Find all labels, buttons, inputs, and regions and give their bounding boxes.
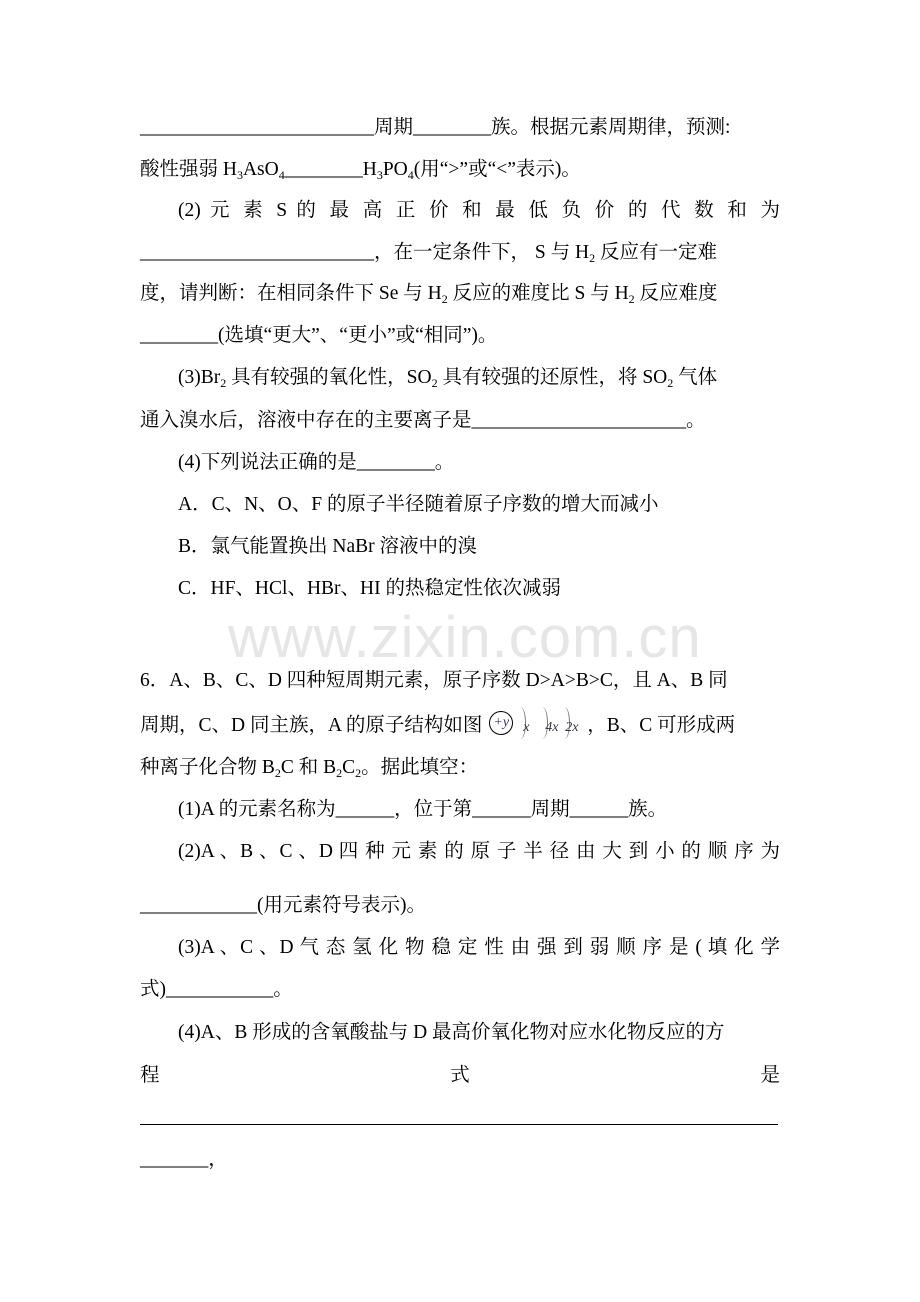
text-segment: (用“>”或“<”表示)。	[413, 159, 581, 180]
text-line	[140, 408, 780, 434]
text-segment: 具有较强的氧化性，SO	[226, 367, 432, 388]
text-segment: 式)___________。	[140, 979, 293, 1000]
text-line	[178, 797, 780, 823]
subscript: 4	[278, 168, 285, 182]
subscript: 2	[441, 292, 448, 306]
text-segment: 反应有一定难	[595, 242, 717, 263]
text-line	[140, 1147, 780, 1173]
text-segment: 程 式 是	[140, 1065, 780, 1086]
text-segment: PO	[382, 159, 408, 180]
text-segment: ____________(用元素符号表示)。	[140, 895, 426, 916]
text-segment: A．C、N、O、F 的原子半径随着原子序数的增大而减小	[178, 494, 659, 515]
text-line	[140, 668, 780, 694]
nucleus: +y	[489, 711, 513, 735]
text-segment: (3)Br	[178, 367, 221, 388]
text-segment: ________H	[284, 159, 377, 180]
text-segment: _______，	[140, 1149, 228, 1170]
text-segment: 具有较强的还原性，将 SO	[437, 367, 668, 388]
subscript: 2	[589, 251, 596, 265]
subscript: 2	[274, 766, 281, 780]
text-line	[178, 839, 780, 865]
text-segment: C	[342, 757, 356, 778]
subscript: 2	[220, 376, 227, 390]
text-line	[140, 281, 780, 307]
text-segment: ________________________，在一定条件下， S 与 H	[140, 242, 590, 263]
text-segment: (4)下列说法正确的是________。	[178, 452, 455, 473]
text-line	[140, 323, 780, 349]
text-segment: 周期，C、D 同主族，A 的原子结构如图	[140, 715, 488, 736]
text-segment: 通入溴水后，溶液中存在的主要离子是______________________。	[140, 410, 706, 431]
text-segment: C．HF、HCl、HBr、HI 的热稳定性依次减弱	[178, 578, 561, 599]
text-line	[178, 935, 780, 961]
text-line	[178, 198, 780, 224]
atom-structure-diagram	[487, 711, 587, 737]
subscript: 2	[355, 766, 362, 780]
text-line	[140, 1063, 780, 1089]
text-line	[178, 1020, 780, 1046]
subscript: 3	[236, 168, 243, 182]
text-line	[140, 115, 780, 141]
text-segment: (3)A 、C 、D 气 态 氢 化 物 稳 定 性 由 强 到 弱 顺 序 是 ( 填 化 学	[178, 937, 780, 958]
subscript: 2	[667, 376, 674, 390]
text-line	[178, 534, 780, 560]
text-segment: (4)A、B 形成的含氧酸盐与 D 最高价氧化物对应水化物反应的方	[178, 1022, 725, 1043]
text-line	[178, 450, 780, 476]
subscript: 3	[376, 168, 383, 182]
text-line	[178, 492, 780, 518]
text-segment: B．氯气能置换出 NaBr 溶液中的溴	[178, 536, 477, 557]
text-line	[140, 977, 780, 1003]
subscript: 2	[431, 376, 438, 390]
text-segment: (1)A 的元素名称为______，位于第______周期______族。	[178, 799, 668, 820]
text-segment: 种离子化合物 B	[140, 757, 275, 778]
answer-blank-line	[140, 1124, 778, 1125]
text-segment: 。据此填空：	[361, 757, 479, 778]
text-segment: ，B、C 可形成两	[587, 715, 736, 736]
text-segment: C 和 B	[280, 757, 337, 778]
text-segment: 反应难度	[634, 283, 718, 304]
text-segment: 气体	[673, 367, 718, 388]
text-segment: 6．A、B、C、D 四种短周期元素，原子序数 D>A>B>C，且 A、B 同	[140, 670, 728, 691]
text-line	[140, 755, 780, 781]
text-line	[140, 157, 780, 183]
shell-electron-count: x	[523, 720, 530, 735]
subscript: 2	[336, 766, 343, 780]
text-line	[178, 576, 780, 602]
shell-electron-count: 4x	[545, 720, 559, 735]
text-segment: ________(选填“更大”、“更小”或“相同”)。	[140, 325, 498, 346]
text-line	[140, 893, 780, 919]
subscript: 4	[407, 168, 414, 182]
watermark: www.zixin.com.cn	[228, 605, 702, 670]
text-line	[140, 240, 780, 266]
text-line	[178, 365, 780, 391]
text-segment: 度，请判断：在相同条件下 Se 与 H	[140, 283, 442, 304]
shell-electron-count: 2x	[565, 720, 579, 735]
text-segment: AsO	[242, 159, 279, 180]
text-line	[140, 711, 780, 739]
subscript: 2	[628, 292, 635, 306]
text-segment: (2) 元 素 S 的 最 高 正 价 和 最 低 负 价 的 代 数 和 为	[178, 200, 780, 221]
text-segment: 反应的难度比 S 与 H	[447, 283, 629, 304]
text-segment: (2)A 、B 、C 、D 四 种 元 素 的 原 子 半 径 由 大 到 小 的 顺 序 为	[178, 841, 780, 862]
text-segment: ________________________周期________族。根据元素周期律，预测:	[140, 117, 731, 138]
text-segment: 酸性强弱 H	[140, 159, 237, 180]
